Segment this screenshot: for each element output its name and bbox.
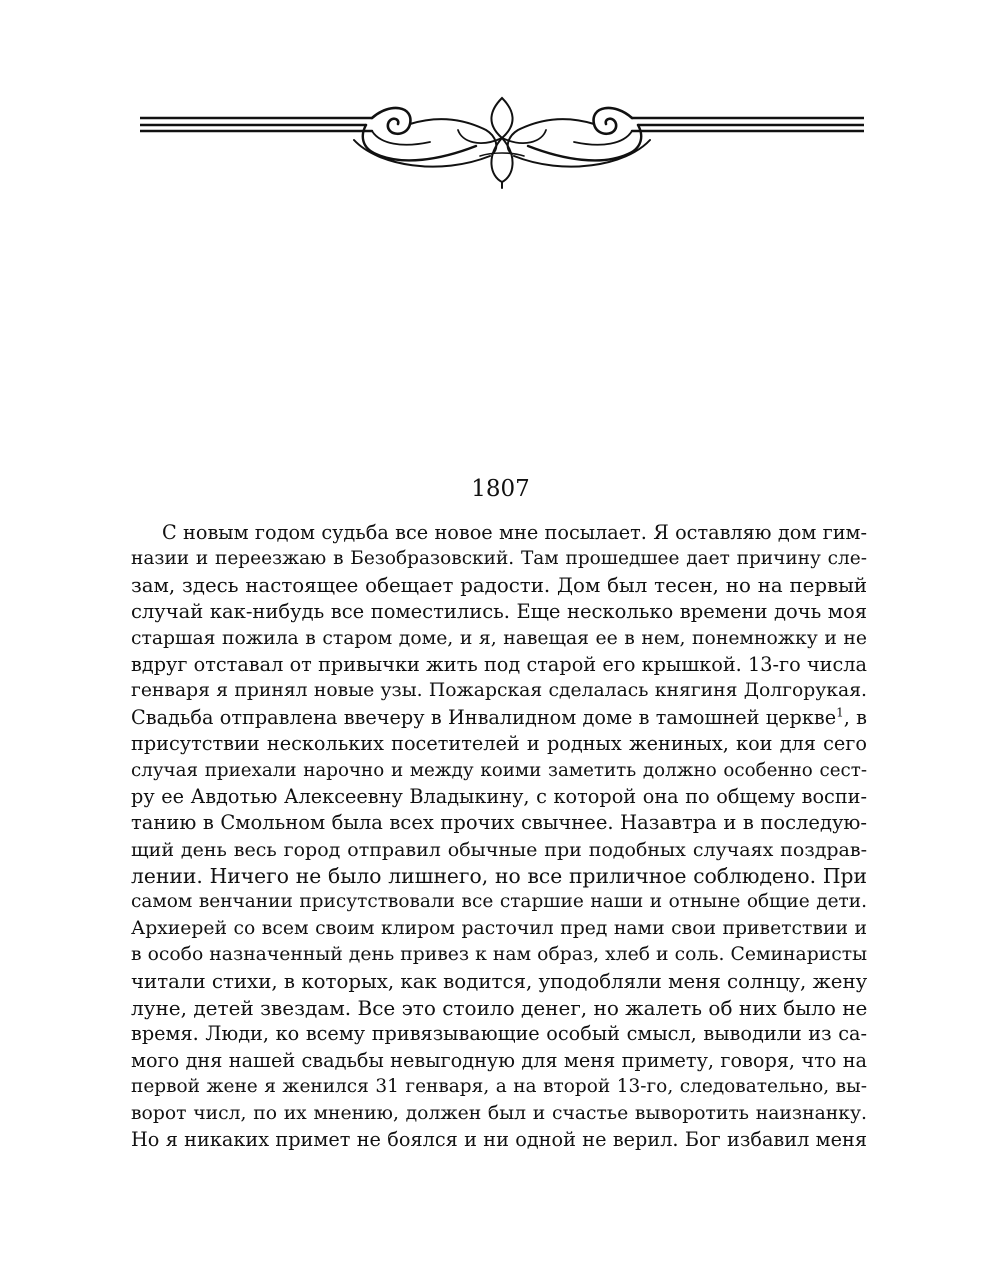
text-line: луне, детей звездам. Все это стоило денег, но жалеть об них было не <box>131 996 867 1021</box>
decorative-ornament <box>140 96 864 192</box>
text-line: случай как-нибудь все поместились. Еще несколько времени дочь моя <box>131 600 867 624</box>
text-line: Но я никаких примет не боялся и ни одной не верил. Бог избавил меня <box>131 1127 867 1151</box>
text-line: ворот числ, по их мнению, должен был и счастье выворотить наизнанку. <box>131 1102 867 1124</box>
text-line: Архиерей со всем своим клиром расточил пред нами свои приветствии и <box>131 917 867 939</box>
text-line: случая приехали нарочно и между коими заметить должно особенно сест- <box>131 759 867 781</box>
text-line-part: Свадьба отправлена ввечеру в Инвалидном доме в тамошней церкве <box>131 705 837 729</box>
text-line: зам, здесь настоящее обещает радости. Дом был тесен, но на первый <box>131 573 867 597</box>
text-line: первой жене я женился 31 генваря, а на второй 13-го, следовательно, вы- <box>131 1076 867 1098</box>
text-line: старшая пожила в старом доме, и я, навещая ее в нем, понемножку и не <box>131 627 867 649</box>
text-line: присутствии нескольких посетителей и родных жениных, кои для сего <box>131 732 867 756</box>
body-text <box>131 520 867 1153</box>
text-line: назии и переезжаю в Безобразовский. Там прошедшее дает причину сле- <box>131 548 867 570</box>
text-line-with-footnote <box>131 705 867 731</box>
text-line: самом венчании присутствовали все старшие наши и отныне общие дети. <box>131 891 867 913</box>
text-line: вдруг отставал от привычки жить под старой его крышкой. 13-го числа <box>131 652 867 676</box>
text-line: ру ее Авдотью Алексеевну Владыкину, с которой она по общему воспи- <box>131 784 867 808</box>
text-line: в особо назначенный день привез к нам образ, хлеб и соль. Семинаристы <box>131 944 867 966</box>
text-line: лении. Ничего не было лишнего, но все приличное соблюдено. При <box>131 864 867 889</box>
text-line: генваря я принял новые узы. Пожарская сделалась княгиня Долгорукая. <box>131 680 867 702</box>
text-line: время. Люди, ко всему привязывающие особый смысл, выводили из са- <box>131 1022 867 1046</box>
text-line: С новым годом судьба все новое мне посылает. Я оставляю дом гим- <box>162 521 867 544</box>
text-line: читали стихи, в которых, как водится, уподобляли меня солнцу, жену <box>131 969 867 993</box>
text-line: мого дня нашей свадьбы невыгодную для меня примету, говоря, что на <box>131 1048 867 1072</box>
text-line: танию в Смольном была всех прочих свычнее. Назавтра и в последую- <box>131 811 867 835</box>
text-line: щий день весь город отправил обычные при подобных случаях поздрав- <box>131 838 867 861</box>
text-line-part: , в <box>843 705 867 729</box>
chapter-year-heading: 1807 <box>471 476 530 502</box>
footnote-marker[interactable]: 1 <box>836 705 844 720</box>
